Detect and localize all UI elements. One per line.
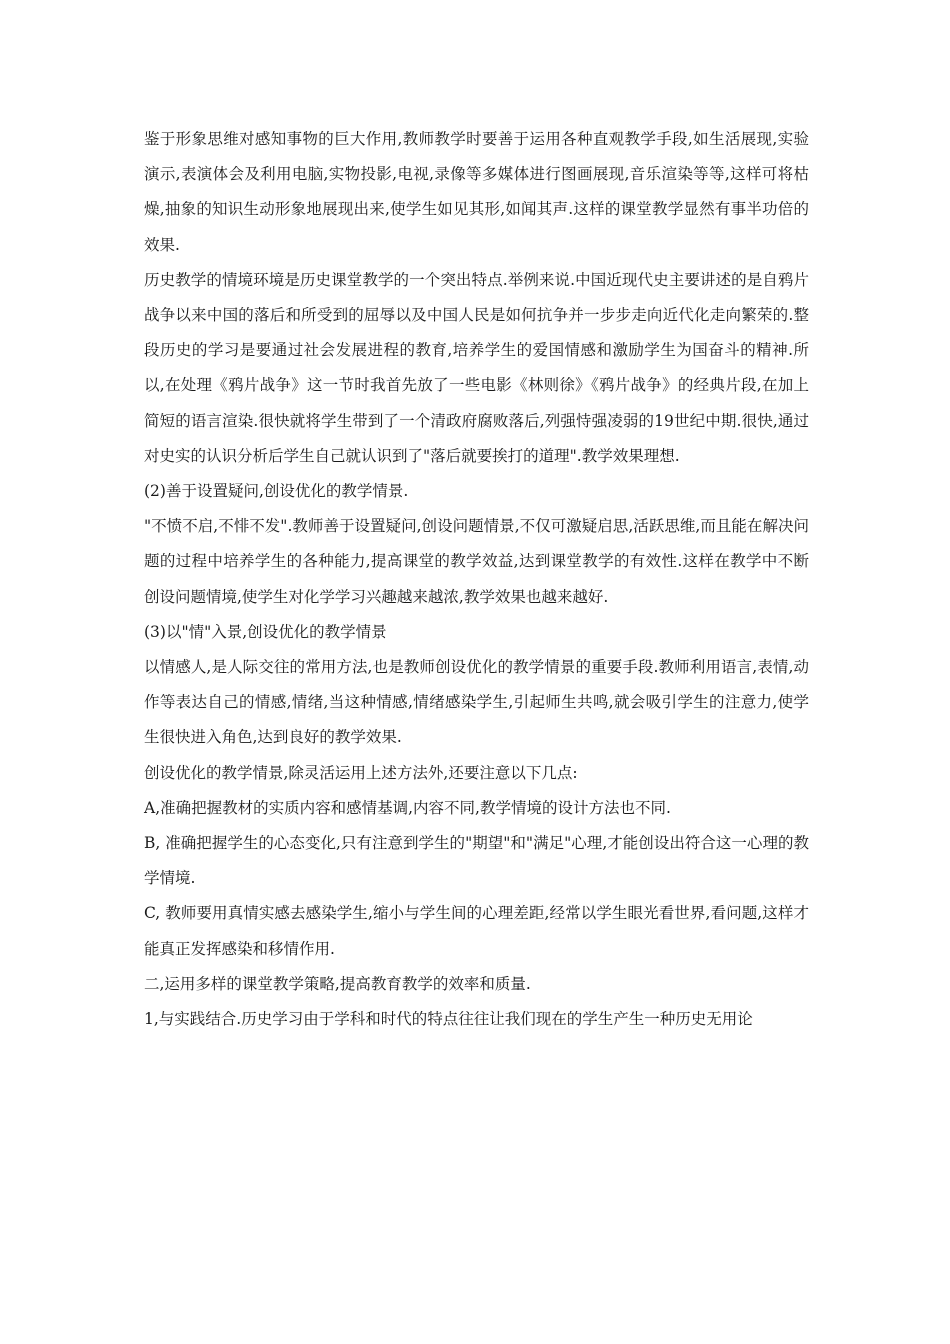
paragraph-intuitive-teaching: 鉴于形象思维对感知事物的巨大作用,教师教学时要善于运用各种直观教学手段,如生活展现,实验演示,表演体会及利用电脑,实物投影,电视,录像等多媒体进行图画展现,音乐渲染等等,这样可将枯燥,抽象的知识生动形象地展现出来,使学生如见其形,如闻其声.这样的课堂教学显然有事半功倍的效果. bbox=[144, 130, 809, 254]
paragraph-emotion-scene: 以情感人,是人际交往的常用方法,也是教师创设优化的教学情景的重要手段.教师利用语言,表情,动作等表达自己的情感,情绪,当这种情感,情绪感染学生,引起师生共鸣,就会吸引学生的注意力,使学生很快进入角色,达到良好的教学效果. bbox=[144, 658, 809, 747]
paragraph-set-questions: "不愤不启,不悱不发".教师善于设置疑问,创设问题情景,不仅可激疑启思,活跃思维,而且能在解决问题的过程中培养学生的各种能力,提高课堂的教学效益,达到课堂教学的有效性.这样在教学中不断创设问题情境,使学生对化学学习兴趣越来越浓,教学效果也越来越好. bbox=[144, 517, 809, 606]
paragraph-history-situation: 历史教学的情境环境是历史课堂教学的一个突出特点.举例来说.中国近现代史主要讲述的是自鸦片战争以来中国的落后和所受到的屈辱以及中国人民是如何抗争并一步步走向近代化走向繁荣的.整段历史的学习是要通过社会发展进程的教育,培养学生的爱国情感和激励学生为国奋斗的精神.所以,在处理《鸦片战争》这一节时我首先放了一些电影《林则徐》《鸦片战争》的经典片段,在加上简短的语言渲染.很快就将学生带到了一个清政府腐败落后,列强恃强凌弱的19世纪中期.很快,通过对史实的认识分析后学生自己就认识到了"落后就要挨打的道理".教学效果理想. bbox=[144, 270, 809, 465]
heading-set-questions: (2)善于设置疑问,创设优化的教学情景. bbox=[144, 482, 409, 501]
heading-emotion-scene: (3)以"情"入景,创设优化的教学情景 bbox=[144, 622, 387, 641]
paragraph-notes-intro: 创设优化的教学情景,除灵活运用上述方法外,还要注意以下几点: bbox=[144, 763, 578, 782]
list-item-a: A,准确把握教材的实质内容和感情基调,内容不同,教学情境的设计方法也不同. bbox=[144, 798, 671, 817]
heading-section-two: 二,运用多样的课堂教学策略,提高教育教学的效率和质量. bbox=[144, 974, 531, 993]
paragraph-practice: 1,与实践结合.历史学习由于学科和时代的特点往往让我们现在的学生产生一种历史无用论 bbox=[144, 1010, 753, 1029]
list-item-b: B, 准确把握学生的心态变化,只有注意到学生的"期望"和"满足"心理,才能创设出符合这一心理的教学情境. bbox=[144, 834, 809, 888]
list-item-c: C, 教师要用真情实感去感染学生,缩小与学生间的心理差距,经常以学生眼光看世界,看问题,这样才能真正发挥感染和移情作用. bbox=[144, 904, 809, 958]
document-body bbox=[144, 122, 809, 1037]
